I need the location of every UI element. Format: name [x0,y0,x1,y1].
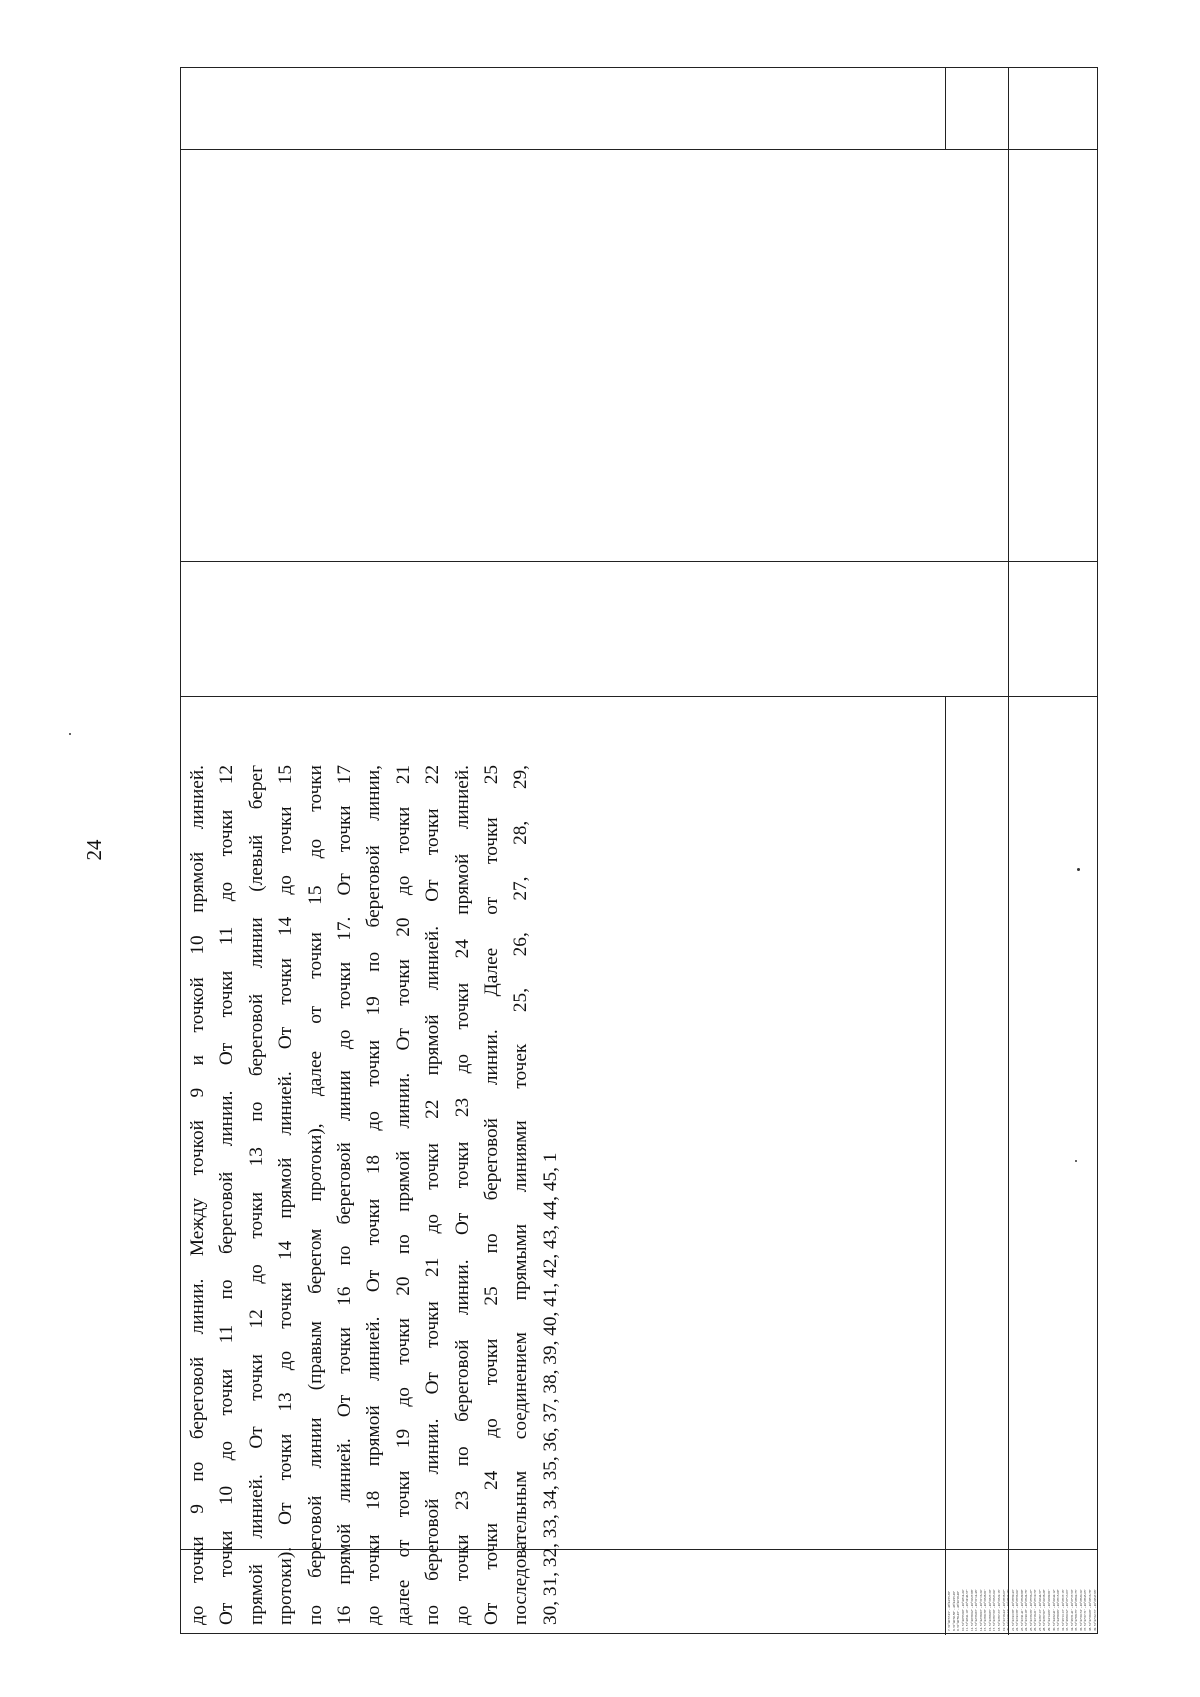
coordinate-row: 23. 51°43'41.41" - 46°26'29.89" [1019,1589,1024,1631]
coordinate-row: 16. 51°43'08.85" - 46°30'27.30" [987,1589,992,1631]
coordinate-row: 15. 51°43'09.79" - 46°30'28.81" [983,1589,988,1631]
coordinate-row: 13. 51°42'36.83" - 46°31'14.46" [974,1589,979,1631]
boundary-description [181,759,561,1631]
coordinate-row: 21. 51°43'43.59" - 46°26'59.43" [1010,1589,1015,1631]
coordinate-row: 17. 51°43'07.50" - 46°30'23.04" [992,1589,997,1631]
coordinate-row: 36. 51°47'20.74" - 46°28'20.34" [1078,1589,1083,1631]
coordinate-row: 34. 51°46'31.41" - 46°27'37.50" [1069,1589,1074,1631]
description-line: прямой линией. От точки 12 до точки 13 по береговой линии (левый берег [245,765,267,1625]
coordinate-row: 28. 51°43'07.97" - 46°24'38.29" [1042,1589,1047,1631]
coordinate-row: 9. 51°40'56.45" - 46°40'18.48" [956,1590,961,1631]
coordinate-row: 24. 51°43'40.19" - 46°26'24.76" [1024,1589,1029,1631]
coordinate-row: 25. 51°43'36.56" - 46°25'56.27" [1028,1589,1033,1631]
coordinate-row: 20. 51°43'19.44" - 46°28'37.46" [1006,1589,1011,1631]
coordinate-row: 14. 51°42'38.93" - 46°31'16.34" [978,1589,983,1631]
description-line: протоки). От точки 13 до точки 14 прямой линией. От точки 14 до точки 15 [275,765,297,1625]
page-number: 24 [82,839,106,861]
coordinate-row: 32. 51°45'13.13" - 46°26'37.16" [1060,1589,1065,1631]
description-line: От точки 24 до точки 25 по береговой линии. Далее от точки 25 [481,765,503,1625]
coordinate-row: 38. 51°47'29.08" - 46°29'16.78" [1087,1589,1092,1631]
description-line: по береговой линии. От точки 21 до точки 22 прямой линией. От точки 22 [422,765,444,1625]
coordinate-row: 10. 51°40'55.90" - 46°40'14.24" [960,1589,965,1631]
coordinate-row: 26. 51°43'18.21" - 46°25'19.70" [1033,1589,1038,1631]
coordinate-row: 12. 51°40'39.62" - 46°34'27.88" [969,1589,974,1631]
description-line: до точки 18 прямой линией. От точки 18 до точки 19 по береговой линии, [363,765,385,1625]
coordinate-row: 37. 51°47'27.71" - 46°28'45.05" [1083,1589,1088,1631]
description-line: далее от точки 19 до точки 20 по прямой линии. От точки 20 до точки 21 [392,765,414,1625]
description-line: последовательным соединением прямыми линиями точек 25, 26, 27, 28, 29, [510,765,532,1625]
coordinate-row: 30. 51°44'22.41" - 46°24'42.12" [1051,1589,1056,1631]
coordinate-row: 8. 51°40'30.58" - 46°44'25.29" [951,1590,956,1631]
description-line: до точки 9 по береговой линии. Между точкой 9 и точкой 10 прямой линией. [187,765,208,1625]
coordinate-row: 11. 51°40'41.10" - 46°34'46.57" [965,1589,970,1631]
coordinate-row: 18. 51°43'07.33" - 46°30'22.16" [997,1589,1002,1631]
description-line: до точки 23 по береговой линии. От точки 23 до точки 24 прямой линией. [451,765,473,1625]
coordinates-list [945,326,1099,1631]
description-line: От точки 10 до точки 11 по береговой линии. От точки 11 до точки 12 [216,765,238,1625]
coordinate-row: 29. 51°44'14.66" - 46°24'09.81" [1047,1589,1052,1631]
coordinate-row: 31. 51°44'59.96" - 46°26'15.09" [1056,1589,1061,1631]
coordinate-row: 22. 51°43'43.58" - 46°26'56.04" [1015,1589,1020,1631]
coordinate-row: 33. 51°46'00.52" - 46°27'13.03" [1065,1589,1070,1631]
coordinate-row: 39. 51°47'22.73" - 46°29'47.96" [1092,1589,1097,1631]
column-divider [181,149,1097,150]
row-divider [945,68,946,149]
coordinate-row: 7. 51°40'37.91" - 46°44'35.38" [947,1590,951,1631]
scan-speck [69,733,71,735]
coordinate-row: 27. 51°43'07.13" - 46°24'44.57" [1037,1589,1042,1631]
coordinate-row: 35. 51°47'08.75" - 46°28'02.75" [1074,1589,1079,1631]
description-line: по береговой линии (правым берегом протоки), далее от точки 15 до точки [304,765,326,1625]
coordinate-row: 19. 51°43'18.44" - 46°28'38.07" [1001,1589,1006,1631]
description-line: 30, 31, 32, 33, 34, 35, 36, 37, 38, 39, 40, 41, 42, 43, 44, 45, 1 [539,1152,561,1625]
description-line: 16 прямой линией. От точки 16 по береговой линии до точки 17. От точки 17 [334,765,356,1625]
